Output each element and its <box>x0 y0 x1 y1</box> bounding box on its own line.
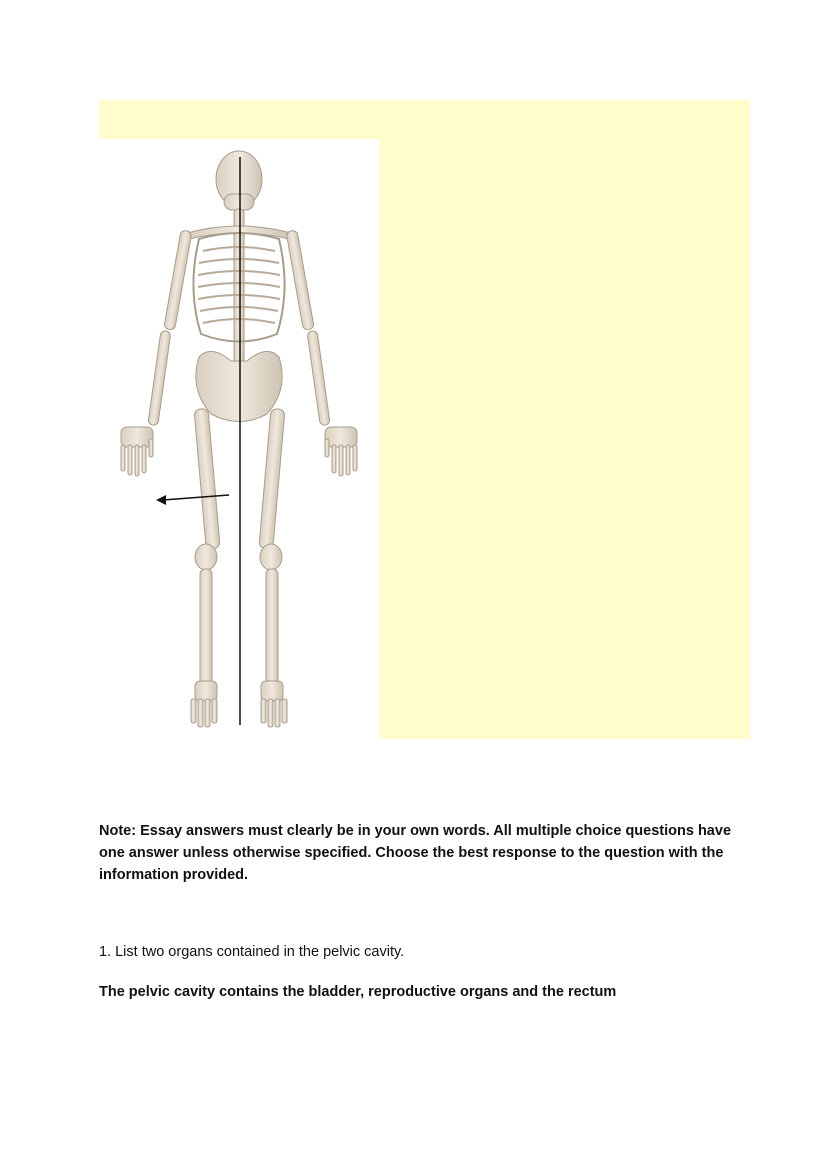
foot-right <box>261 681 287 727</box>
upper-arm-right <box>286 230 314 330</box>
knee-right <box>260 544 282 570</box>
tibia-left <box>200 569 212 684</box>
forearm-right <box>307 330 330 425</box>
hand-right <box>325 427 357 476</box>
jaw <box>224 194 254 210</box>
pelvis <box>196 351 282 421</box>
femur-right <box>259 408 285 549</box>
upper-arm-left <box>164 230 192 330</box>
foot-left <box>191 681 217 727</box>
question-prompt: 1. List two organs contained in the pelvic cavity. <box>99 944 405 960</box>
skeleton-figure <box>99 139 379 739</box>
tibia-right <box>266 569 278 684</box>
arrow-icon <box>156 495 229 505</box>
knee-left <box>195 544 217 570</box>
instructions-note: Note: Essay answers must clearly be in your own words. All multiple choice questions have one answer unless otherwise specified. Choose the best response to the question with the information provided. <box>99 823 732 883</box>
forearm-left <box>148 330 171 425</box>
skeleton-illustration <box>99 139 379 739</box>
question-answer: The pelvic cavity contains the bladder, reproductive organs and the rectum <box>99 984 617 1000</box>
hand-left <box>121 427 153 476</box>
femur-left <box>194 408 220 549</box>
